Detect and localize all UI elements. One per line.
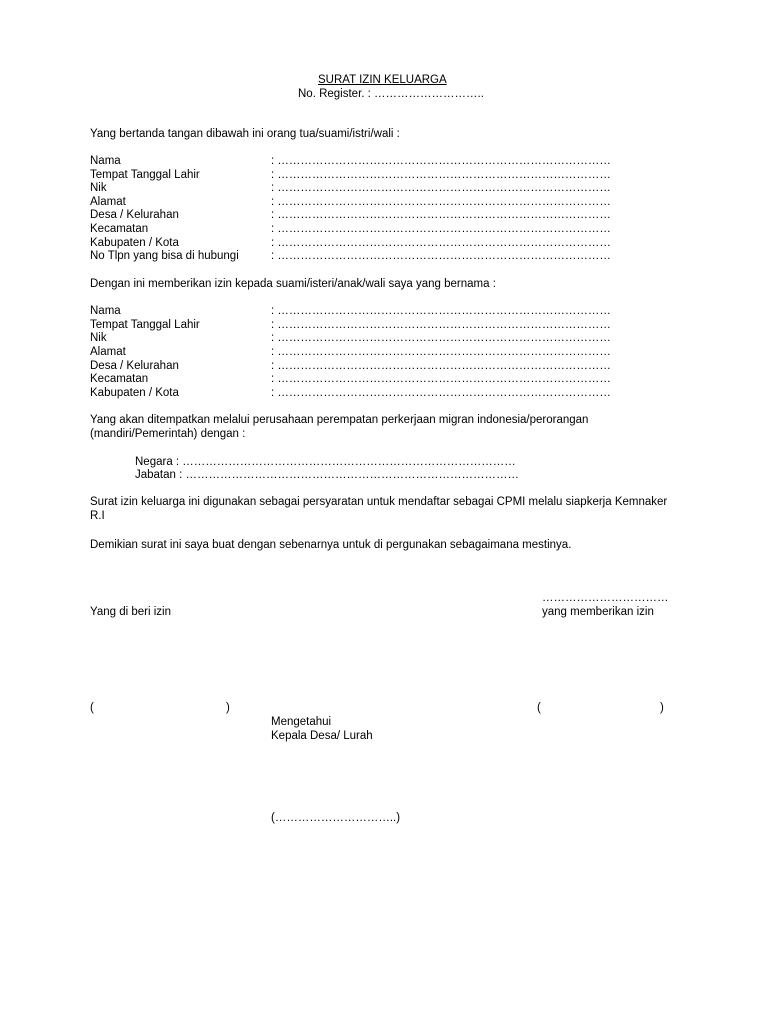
grantor-label: yang memberikan izin (542, 606, 654, 618)
parent-field-row (90, 237, 690, 251)
field-value: : …………………………………………………………………………… (271, 373, 611, 385)
field-label: Alamat (90, 346, 126, 358)
village-head-signature: (…………………………..) (271, 812, 401, 824)
grantor-signature-close: ) (660, 702, 664, 714)
field-label: Kecamatan (90, 373, 149, 385)
field-value: : …………………………………………………………………………… (271, 250, 611, 262)
date-placeholder: …………………………… (542, 592, 669, 604)
field-label: Nama (90, 305, 121, 317)
permitted-signature-close: ) (226, 702, 230, 714)
parent-field-row (90, 182, 690, 196)
destination-country: Negara : …………………………………………………………………………… (135, 456, 516, 468)
field-label: Nik (90, 332, 107, 344)
field-value: : …………………………………………………………………………… (271, 360, 611, 372)
field-value: : …………………………………………………………………………… (271, 387, 611, 399)
parent-field-row (90, 250, 690, 264)
field-value: : …………………………………………………………………………… (271, 182, 611, 194)
field-label: Tempat Tanggal Lahir (90, 169, 200, 181)
field-value: : …………………………………………………………………………… (271, 209, 611, 221)
field-value: : …………………………………………………………………………… (271, 332, 611, 344)
worker-field-row (90, 373, 690, 387)
acknowledge-label: Mengetahui (271, 716, 332, 728)
field-label: Kecamatan (90, 223, 149, 235)
field-value: : …………………………………………………………………………… (271, 319, 611, 331)
field-value: : …………………………………………………………………………… (271, 169, 611, 181)
worker-field-row (90, 387, 690, 401)
field-label: Nama (90, 155, 121, 167)
village-head-label: Kepala Desa/ Lurah (271, 730, 373, 742)
permission-text: Dengan ini memberikan izin kepada suami/isteri/anak/wali saya yang bernama : (90, 278, 496, 290)
parent-field-row (90, 209, 690, 223)
worker-field-row (90, 305, 690, 319)
intro-text: Yang bertanda tangan dibawah ini orang tua/suami/istri/wali : (90, 128, 400, 140)
field-value: : …………………………………………………………………………… (271, 305, 611, 317)
closing-text: Demikian surat ini saya buat dengan sebenarnya untuk di pergunakan sebagaimana mestinya. (90, 539, 572, 551)
parent-field-row (90, 155, 690, 169)
field-label: Alamat (90, 196, 126, 208)
parent-field-row (90, 196, 690, 210)
parent-field-row (90, 169, 690, 183)
worker-field-row (90, 319, 690, 333)
parent-field-row (90, 223, 690, 237)
usage-text: Surat izin keluarga ini digunakan sebagai persyaratan untuk mendaftar sebagai CPMI melalu siapkerja Kemnaker R.I (90, 496, 668, 522)
worker-field-row (90, 360, 690, 374)
field-value: : …………………………………………………………………………… (271, 155, 611, 167)
field-label: Desa / Kelurahan (90, 360, 179, 372)
field-value: : …………………………………………………………………………… (271, 223, 611, 235)
field-label: Nik (90, 182, 107, 194)
field-label: Kabupaten / Kota (90, 237, 179, 249)
register-number: No. Register. : ……………………….. (298, 88, 484, 100)
grantor-signature-open: ( (537, 702, 541, 714)
worker-field-row (90, 346, 690, 360)
field-value: : …………………………………………………………………………… (271, 346, 611, 358)
field-label: Tempat Tanggal Lahir (90, 319, 200, 331)
field-label: No Tlpn yang bisa di hubungi (90, 250, 239, 262)
field-label: Kabupaten / Kota (90, 387, 179, 399)
job-position: Jabatan : …………………………………………………………………………… (135, 469, 520, 481)
field-label: Desa / Kelurahan (90, 209, 179, 221)
document-title: SURAT IZIN KELUARGA (318, 74, 447, 86)
field-value: : …………………………………………………………………………… (271, 237, 611, 249)
placement-text: Yang akan ditempatkan melalui perusahaan perempatan perkerjaan migran indonesia/perorangan (mandiri/Pemerintah) dengan : (90, 414, 589, 440)
worker-field-row (90, 332, 690, 346)
permitted-signature-open: ( (90, 702, 94, 714)
permitted-label: Yang di beri izin (90, 606, 171, 618)
field-value: : …………………………………………………………………………… (271, 196, 611, 208)
